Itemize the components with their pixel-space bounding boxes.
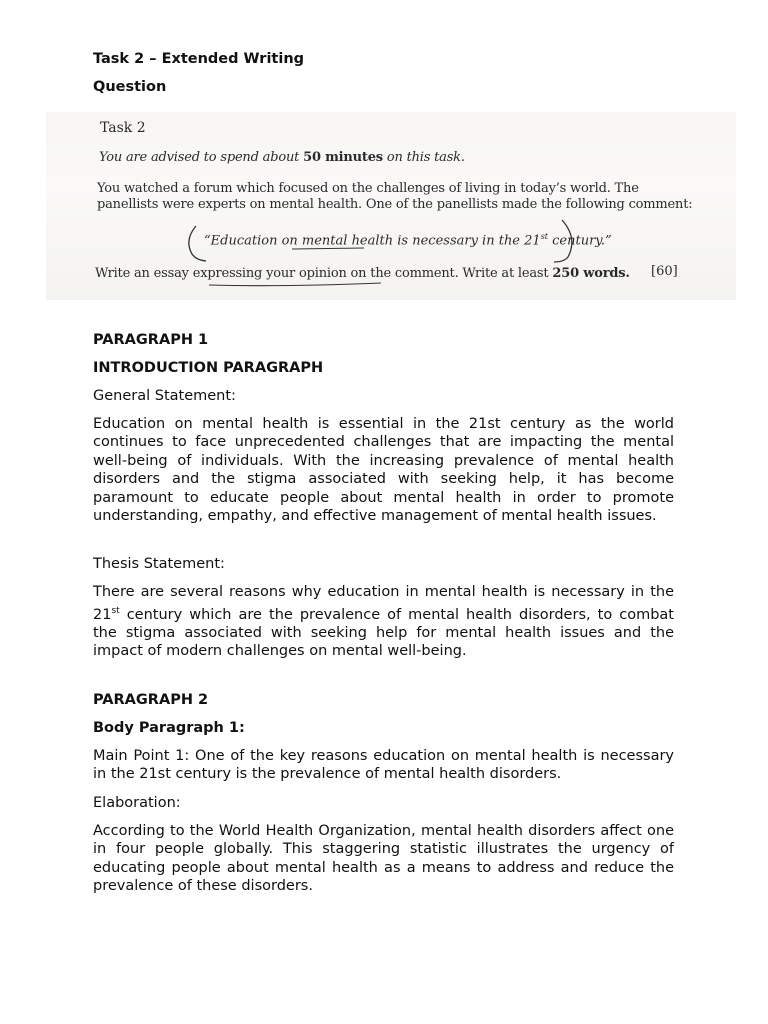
question-label: Question [93,79,167,95]
main-point-text: Main Point 1: One of the key reasons education on mental health is necessary in the 21st century is the prevalence of mental health disorders. [93,747,674,783]
scan-advice-end: on this task. [382,150,465,165]
thesis-statement-text [93,583,674,660]
scan-quote-text: “Education on mental health is necessary in the 21 [204,233,541,249]
general-statement-label: General Statement: [93,388,236,404]
paragraph2-subheading: Body Paragraph 1: [93,719,245,736]
paragraph2-heading: PARAGRAPH 2 [93,691,209,708]
scan-quote [204,232,612,248]
essay-content [93,331,674,905]
elaboration-text: According to the World Health Organization, mental health disorders affect one in four people globally. This staggering statistic illustrates the urgency of educating people about mental health as a means to address and reduce the prevalence of these disorders. [93,822,674,894]
spacer [93,671,674,691]
scan-advice-minutes: 50 minutes [303,150,383,165]
general-statement-text: Education on mental health is essential in the 21st century as the world continues to face unprecedented challenges that are impacting the mental well-being of individuals. With the increasing prevalence of mental health disorders and the stigma associated with seeking help, it has become paramount to educate people about mental health in order to promote understanding, empathy, and effective management of mental health issues. [93,416,674,525]
scan-marks: [60] [651,264,678,279]
thesis-text: There are several reasons why education in mental health is necessary in the 21 [93,584,674,623]
document-body [93,50,674,106]
paragraph1-heading: PARAGRAPH 1 [93,332,209,348]
spacer [93,535,674,555]
thesis-statement-label: Thesis Statement: [93,556,225,573]
scanned-question-image [46,112,736,300]
scan-quote-sup: st [540,232,549,241]
paragraph1-subheading: INTRODUCTION PARAGRAPH [93,360,324,376]
scan-instruction-words: 250 words. [552,266,630,281]
scan-task-title: Task 2 [100,120,146,136]
elaboration-label: Elaboration: [93,794,181,811]
scan-advice-text: You are advised to spend about [99,150,304,165]
thesis-text-end: century which are the prevalence of mental health disorders, to combat the stigma associated with seeking help for mental health issues and the impact of modern challenges on mental well-being. [93,606,674,660]
scan-advice [99,150,465,165]
scan-instruction [95,266,630,281]
scan-instruction-text: Write an essay expressing your opinion on the comment. Write at least [95,266,553,281]
underline-opinion [209,283,381,286]
task-title: Task 2 – Extended Writing [93,51,305,67]
thesis-sup: st [111,605,120,616]
scan-context: You watched a forum which focused on the challenges of living in today’s world. The panellists were experts on mental health. One of the panellists made the following comment: [97,181,693,212]
scan-quote-end: century.” [548,233,612,249]
